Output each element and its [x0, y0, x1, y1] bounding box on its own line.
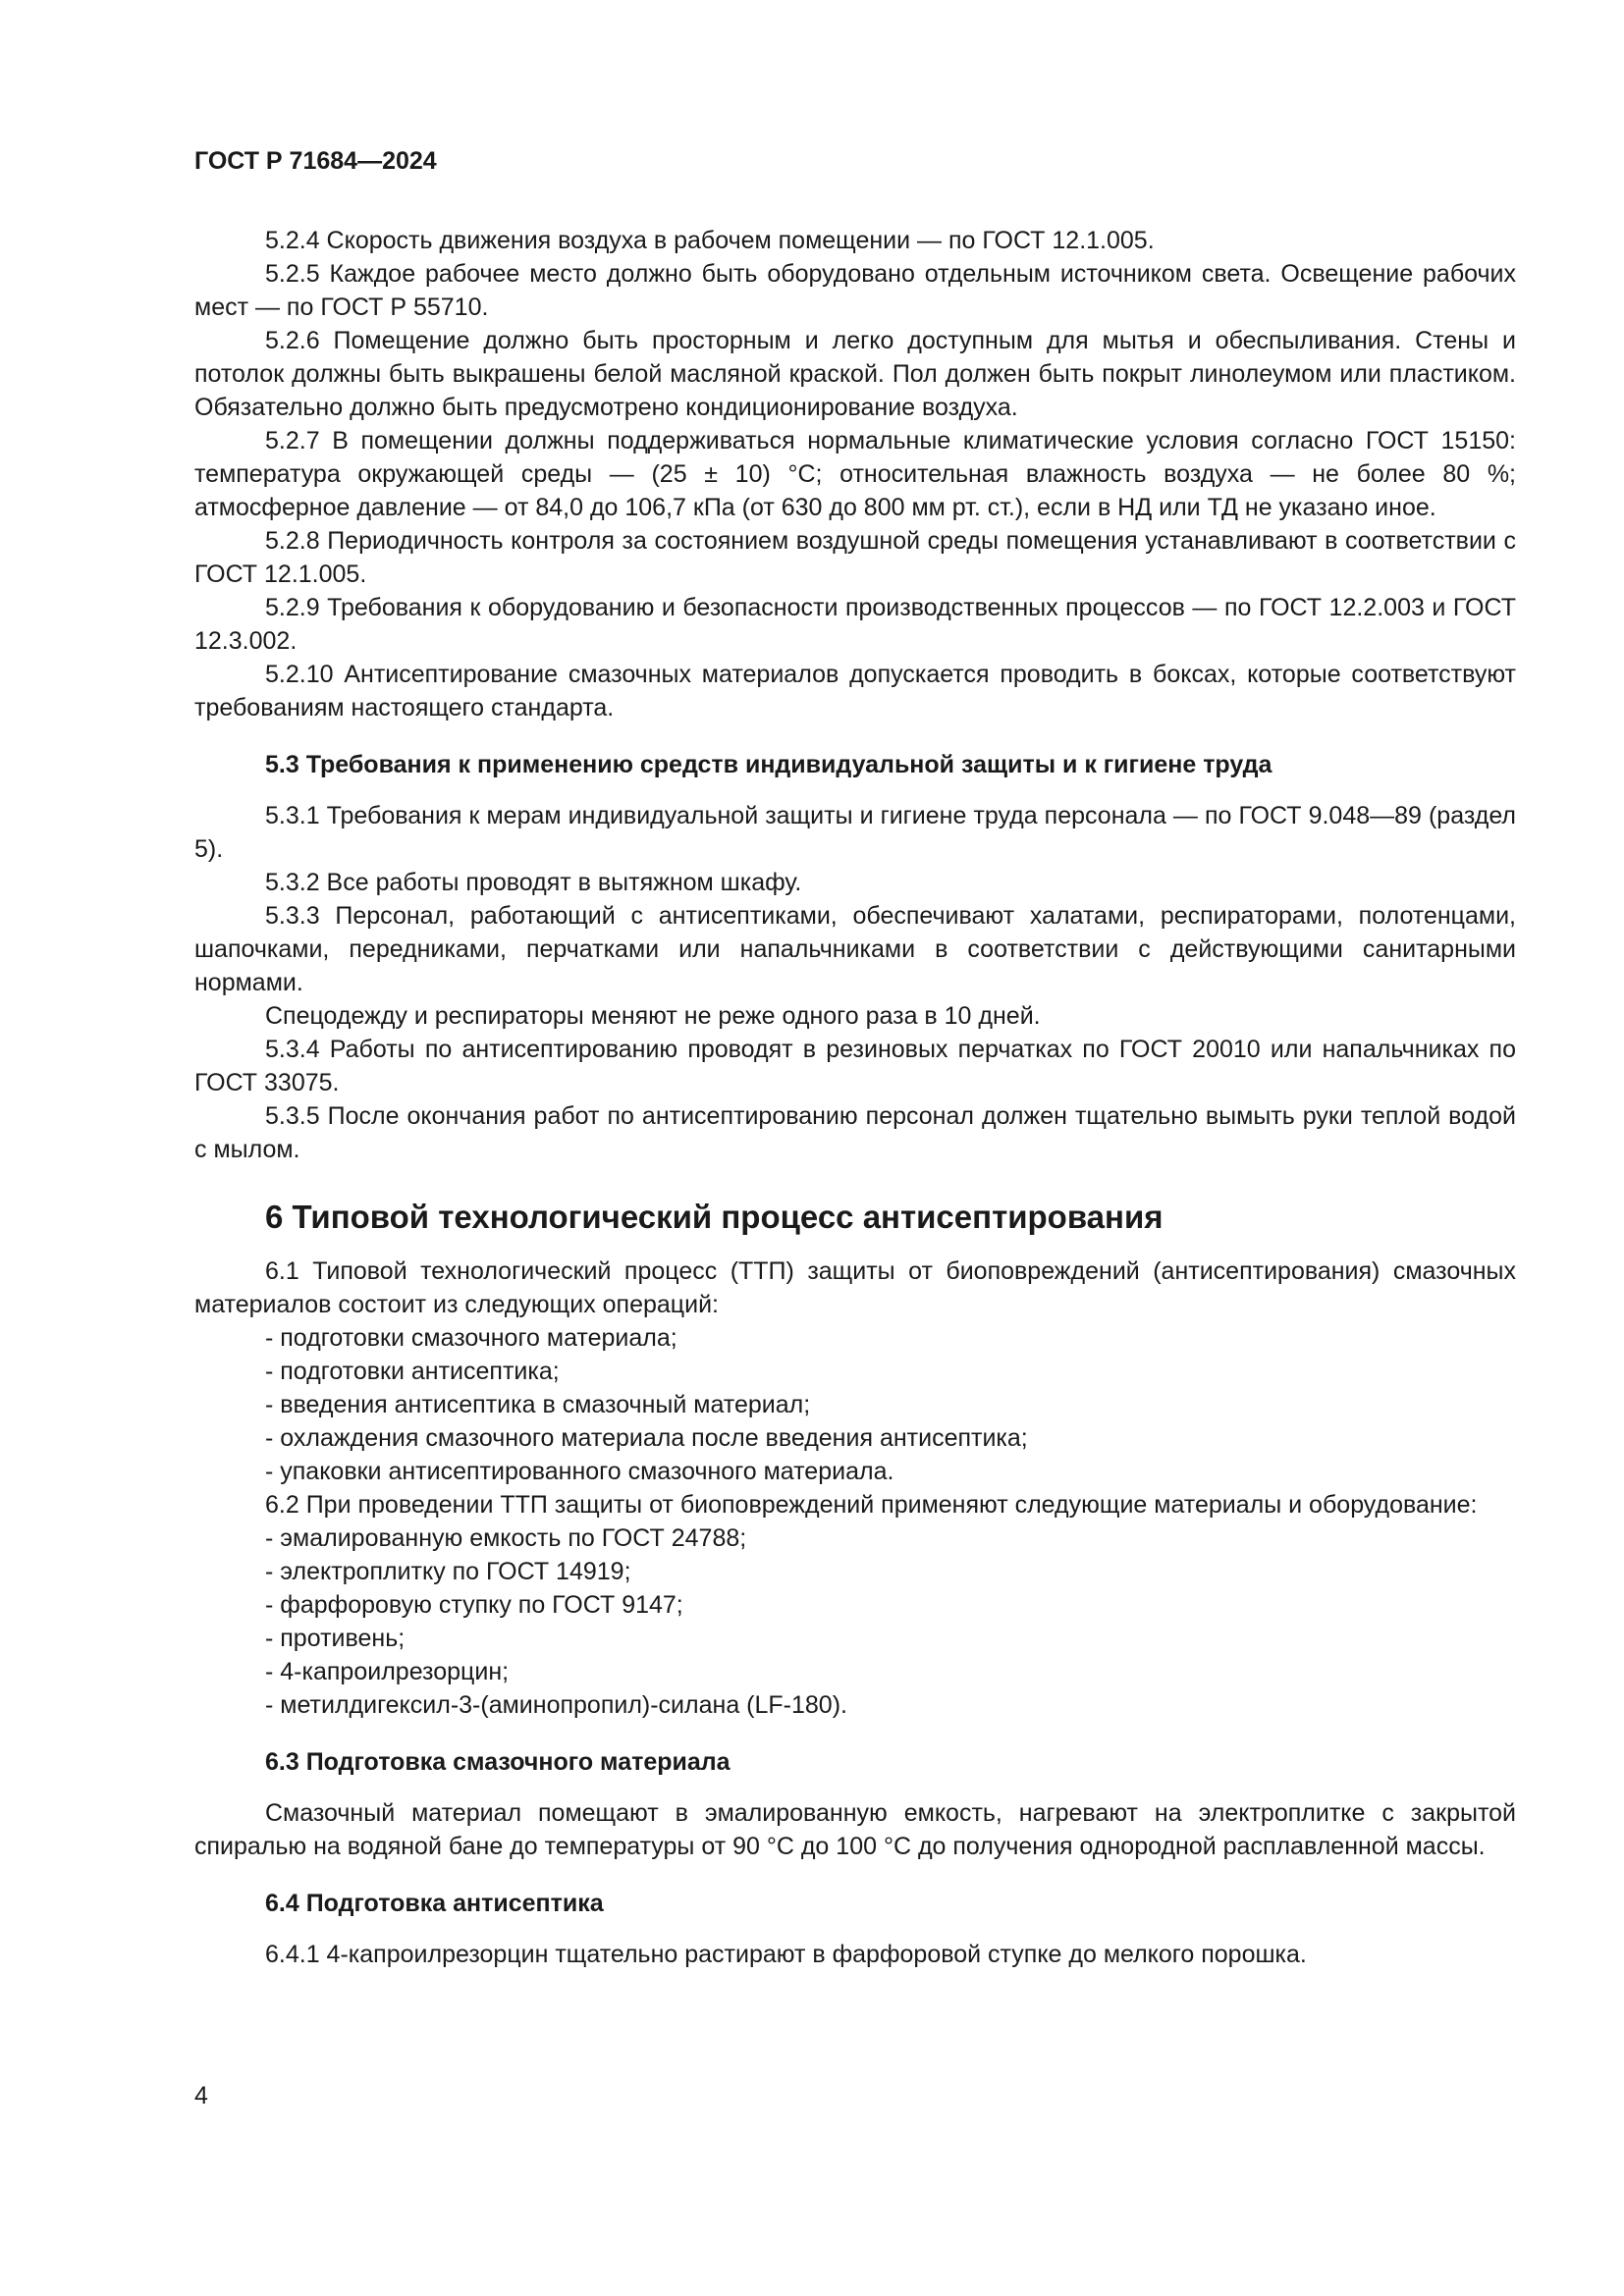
paragraph-5-3-4: 5.3.4 Работы по антисептированию проводят в резиновых перчатках по ГОСТ 20010 или напальчниках по ГОСТ 33075.: [194, 1036, 1516, 1096]
list-item: - введения антисептика в смазочный материал;: [265, 1391, 811, 1418]
paragraph-6-2: 6.2 При проведении ТТП защиты от биоповреждений применяют следующие материалы и оборудование:: [265, 1491, 1478, 1519]
section-6-4-heading: 6.4 Подготовка антисептика: [265, 1890, 604, 1917]
document-code: ГОСТ Р 71684—2024: [194, 147, 437, 175]
paragraph-5-2-5: 5.2.5 Каждое рабочее место должно быть оборудовано отдельным источником света. Освещение рабочих мест — по ГОСТ Р 55710.: [194, 260, 1516, 321]
paragraph-5-2-9: 5.2.9 Требования к оборудованию и безопасности производственных процессов — по ГОСТ 12.2.003 и ГОСТ 12.3.002.: [194, 594, 1516, 655]
list-item: - эмалированную емкость по ГОСТ 24788;: [265, 1524, 747, 1552]
list-item: - охлаждения смазочного материала после введения антисептика;: [265, 1424, 1028, 1452]
list-item: - метилдигексил-3-(аминопропил)-силана (LF-180).: [265, 1691, 847, 1719]
paragraph-5-2-10: 5.2.10 Антисептирование смазочных материалов допускается проводить в боксах, которые соответствуют требованиям настоящего стандарта.: [194, 661, 1516, 721]
page-content: [194, 224, 1516, 1971]
paragraph-6-3: Смазочный материал помещают в эмалированную емкость, нагревают на электроплитке с закрытой спиралью на водяной бане до температуры от 90 °С до 100 °С до получения однородной расплавленной массы.: [194, 1799, 1516, 1860]
page-number: 4: [194, 2082, 208, 2109]
paragraph-6-1: 6.1 Типовой технологический процесс (ТТП) защиты от биоповреждений (антисептирования) смазочных материалов состоит из следующих операций:: [194, 1257, 1516, 1318]
paragraph-5-3-1: 5.3.1 Требования к мерам индивидуальной защиты и гигиене труда персонала — по ГОСТ 9.048—89 (раздел 5).: [194, 802, 1516, 863]
paragraph-5-3-5: 5.3.5 После окончания работ по антисептированию персонал должен тщательно вымыть руки теплой водой с мылом.: [194, 1102, 1516, 1163]
list-item: - упаковки антисептированного смазочного материала.: [265, 1458, 894, 1485]
paragraph-5-3-3: 5.3.3 Персонал, работающий с антисептиками, обеспечивают халатами, респираторами, полотенцами, шапочками, передниками, перчатками или напальчниками в соответствии с действующими санитарными нормами.: [194, 902, 1516, 996]
list-item: - 4-капроилрезорцин;: [265, 1658, 510, 1685]
section-6-3-heading: 6.3 Подготовка смазочного материала: [265, 1748, 731, 1776]
list-item: - подготовки смазочного материала;: [265, 1324, 677, 1352]
list-item: - электроплитку по ГОСТ 14919;: [265, 1558, 631, 1585]
paragraph-5-2-4: 5.2.4 Скорость движения воздуха в рабочем помещении — по ГОСТ 12.1.005.: [265, 227, 1155, 254]
paragraph-5-3-2: 5.3.2 Все работы проводят в вытяжном шкафу.: [265, 869, 802, 896]
paragraph-workwear: Спецодежду и респираторы меняют не реже одного раза в 10 дней.: [265, 1002, 1041, 1030]
list-item: - подготовки антисептика;: [265, 1358, 560, 1385]
paragraph-6-4-1: 6.4.1 4-капроилрезорцин тщательно растирают в фарфоровой ступке до мелкого порошка.: [265, 1941, 1307, 1968]
paragraph-5-2-6: 5.2.6 Помещение должно быть просторным и легко доступным для мытья и обеспыливания. Стены и потолок должны быть выкрашены белой масляной краской. Пол должен быть покрыт линолеумом или пластиком. Обязательно должно быть предусмотрено кондиционирование воздуха.: [194, 327, 1516, 421]
paragraph-5-2-8: 5.2.8 Периодичность контроля за состоянием воздушной среды помещения устанавливают в соответствии с ГОСТ 12.1.005.: [194, 527, 1516, 588]
paragraph-5-2-7: 5.2.7 В помещении должны поддерживаться нормальные климатические условия согласно ГОСТ 15150: температура окружающей среды — (25 ± 10) °С; относительная влажность воздуха — не более 80 %; атмосферное давление — от 84,0 до 106,7 кПа (от 630 до 800 мм рт. ст.), если в НД или ТД не указано иное.: [194, 427, 1516, 521]
section-5-3-heading: 5.3 Требования к применению средств индивидуальной защиты и к гигиене труда: [265, 751, 1272, 778]
list-item: - фарфоровую ступку по ГОСТ 9147;: [265, 1591, 683, 1619]
list-item: - противень;: [265, 1625, 406, 1652]
section-6-heading: 6 Типовой технологический процесс антисептирования: [265, 1199, 1164, 1235]
